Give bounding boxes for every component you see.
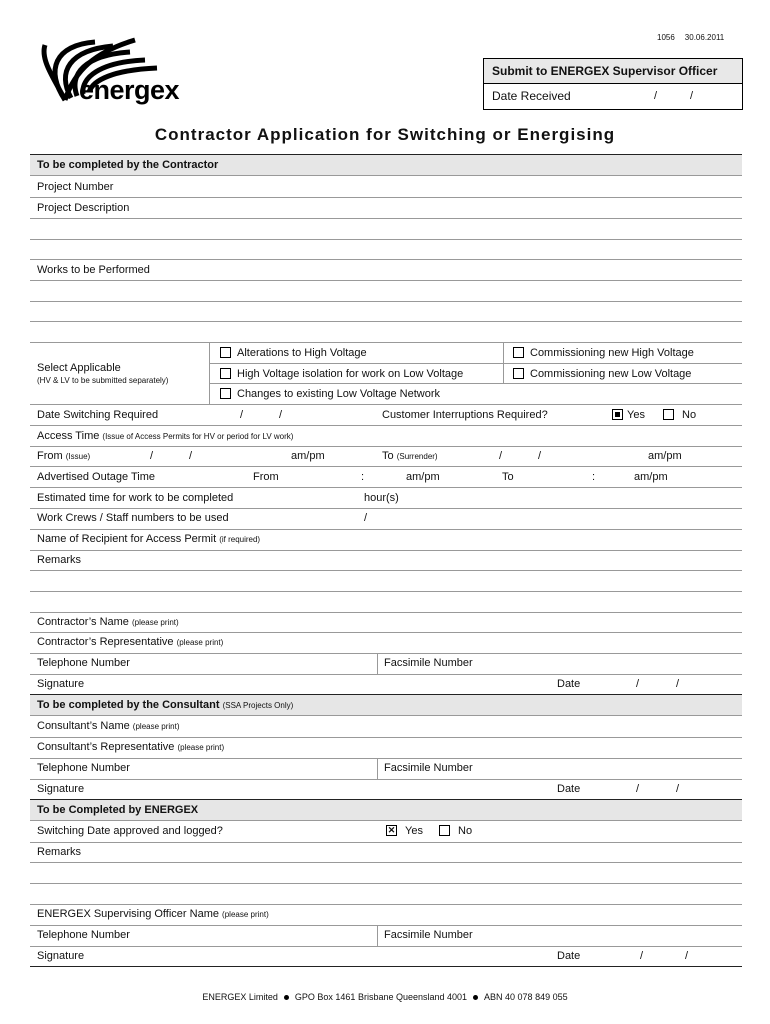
- date-separator: /: [538, 450, 542, 462]
- logged-yes-checkbox[interactable]: ✕: [387, 825, 396, 835]
- date-separator: /: [676, 678, 680, 690]
- footer: [0, 992, 770, 1002]
- select-applicable-label: Select Applicable: [37, 362, 121, 374]
- contractor-name-label: Contractor’s Name (please print): [37, 616, 179, 628]
- works-line[interactable]: [30, 342, 742, 343]
- remarks-line[interactable]: [30, 612, 742, 613]
- consultant-facsimile-label: Facsimile Number: [384, 762, 473, 774]
- interruptions-no-label: No: [682, 409, 697, 421]
- time-separator: :: [361, 471, 365, 483]
- date-separator: /: [499, 450, 503, 462]
- energex-remarks-label: Remarks: [37, 846, 82, 858]
- date-received-row[interactable]: [484, 84, 742, 109]
- date-separator: /: [690, 90, 694, 102]
- footer-company: ENERGEX Limited: [202, 992, 278, 1002]
- time-separator: :: [592, 471, 596, 483]
- consultant-signature-label: Signature: [37, 783, 85, 795]
- option-checkbox[interactable]: [513, 368, 524, 379]
- interruptions-yes-label: Yes: [627, 409, 645, 421]
- remarks-line[interactable]: [30, 570, 742, 571]
- energex-date-label: Date: [557, 950, 581, 962]
- option-hv-isolation: High Voltage isolation for work on Low Voltage: [237, 368, 464, 380]
- option-changes-lv: Changes to existing Low Voltage Network: [237, 388, 441, 400]
- option-checkbox[interactable]: [220, 368, 231, 379]
- bullet-icon: [473, 995, 478, 1000]
- remarks-line[interactable]: [30, 862, 742, 863]
- interruptions-yes-checkbox[interactable]: [612, 409, 623, 420]
- date-separator: /: [240, 409, 244, 421]
- submit-heading: Submit to ENERGEX Supervisor Officer: [484, 59, 742, 84]
- date-switching-label: Date Switching Required: [37, 409, 159, 421]
- option-commissioning-hv: Commissioning new High Voltage: [530, 347, 694, 359]
- section-contractor-heading: To be completed by the Contractor: [37, 159, 219, 171]
- facsimile-label: Facsimile Number: [384, 657, 473, 669]
- date-separator: /: [279, 409, 283, 421]
- hours-label: hour(s): [364, 492, 399, 504]
- officer-name-label: ENERGEX Supervising Officer Name (please print): [37, 908, 269, 920]
- page-title: Contractor Application for Switching or Energising: [154, 125, 616, 144]
- logged-no-checkbox[interactable]: [439, 825, 450, 836]
- recipient-label: Name of Recipient for Access Permit (if required): [37, 533, 261, 545]
- to-ampm: am/pm: [648, 450, 682, 462]
- project-description-line[interactable]: [30, 259, 742, 260]
- works-line[interactable]: [30, 321, 742, 322]
- energex-logo: [35, 30, 210, 108]
- works-line[interactable]: [30, 301, 742, 302]
- project-description-line[interactable]: [30, 218, 742, 219]
- from-ampm: am/pm: [291, 450, 325, 462]
- advertised-to-ampm: am/pm: [634, 471, 668, 483]
- consultant-name-label: Consultant’s Name (please print): [37, 720, 180, 732]
- date-separator: /: [685, 950, 689, 962]
- works-line[interactable]: [30, 280, 742, 281]
- option-checkbox[interactable]: [220, 388, 231, 399]
- telephone-label: Telephone Number: [37, 657, 130, 669]
- remarks-line[interactable]: [30, 904, 742, 905]
- energex-telephone-label: Telephone Number: [37, 929, 130, 941]
- customer-interruptions-label: Customer Interruptions Required?: [382, 409, 548, 421]
- date-separator: /: [640, 950, 644, 962]
- logged-no-label: No: [458, 825, 473, 837]
- consultant-date-label: Date: [557, 783, 581, 795]
- project-description-line[interactable]: [30, 239, 742, 240]
- consultant-telephone-label: Telephone Number: [37, 762, 130, 774]
- access-time-label: Access Time (Issue of Access Permits for HV or period for LV work): [37, 430, 294, 442]
- date-received-label: Date Received: [492, 89, 571, 103]
- to-surrender-label: To (Surrender): [382, 450, 438, 462]
- from-issue-label: From (Issue): [37, 450, 91, 462]
- remarks-line[interactable]: [30, 883, 742, 884]
- section-energex-heading: To be Completed by ENERGEX: [37, 804, 199, 816]
- select-applicable-note: (HV & LV to be submitted separately): [37, 376, 169, 385]
- advertised-from-label: From: [253, 471, 279, 483]
- date-label: Date: [557, 678, 581, 690]
- remarks-line[interactable]: [30, 591, 742, 592]
- estimated-time-label: Estimated time for work to be completed: [37, 492, 234, 504]
- option-checkbox[interactable]: [220, 347, 231, 358]
- date-separator: /: [636, 783, 640, 795]
- footer-address: GPO Box 1461 Brisbane Queensland 4001: [294, 992, 468, 1002]
- bullet-icon: [284, 995, 289, 1000]
- crew-separator: /: [364, 512, 368, 524]
- work-crews-label: Work Crews / Staff numbers to be used: [37, 512, 229, 524]
- doc-number: 1056: [657, 33, 675, 42]
- contractor-rep-label: Contractor’s Representative (please print): [37, 636, 224, 648]
- remarks-label: Remarks: [37, 554, 82, 566]
- option-commissioning-lv: Commissioning new Low Voltage: [530, 368, 692, 380]
- date-separator: /: [676, 783, 680, 795]
- energex-signature-label: Signature: [37, 950, 85, 962]
- submit-box: [483, 58, 743, 110]
- application-form: [30, 154, 742, 967]
- project-number-field[interactable]: [30, 197, 742, 198]
- advertised-to-label: To: [502, 471, 514, 483]
- works-label: Works to be Performed: [37, 264, 150, 276]
- doc-date: 30.06.2011: [684, 33, 725, 42]
- advertised-outage-label: Advertised Outage Time: [37, 471, 156, 483]
- date-separator: /: [150, 450, 154, 462]
- footer-abn: ABN 40 078 849 055: [484, 992, 568, 1002]
- signature-label: Signature: [37, 678, 85, 690]
- document-reference: [657, 33, 724, 42]
- interruptions-no-checkbox[interactable]: [663, 409, 674, 420]
- advertised-from-ampm: am/pm: [406, 471, 440, 483]
- section-consultant-heading: To be completed by the Consultant (SSA Projects Only): [37, 699, 294, 711]
- date-separator: /: [654, 90, 658, 102]
- project-description-label: Project Description: [37, 202, 130, 214]
- logged-yes-label: Yes: [405, 825, 423, 837]
- consultant-rep-label: Consultant’s Representative (please print): [37, 741, 225, 753]
- project-number-label: Project Number: [37, 181, 114, 193]
- switching-logged-label: Switching Date approved and logged?: [37, 825, 223, 837]
- date-separator: /: [189, 450, 193, 462]
- option-checkbox[interactable]: [513, 347, 524, 358]
- logo-wordmark: energex: [79, 75, 180, 105]
- option-alterations-hv: Alterations to High Voltage: [237, 347, 367, 359]
- energex-facsimile-label: Facsimile Number: [384, 929, 473, 941]
- date-separator: /: [636, 678, 640, 690]
